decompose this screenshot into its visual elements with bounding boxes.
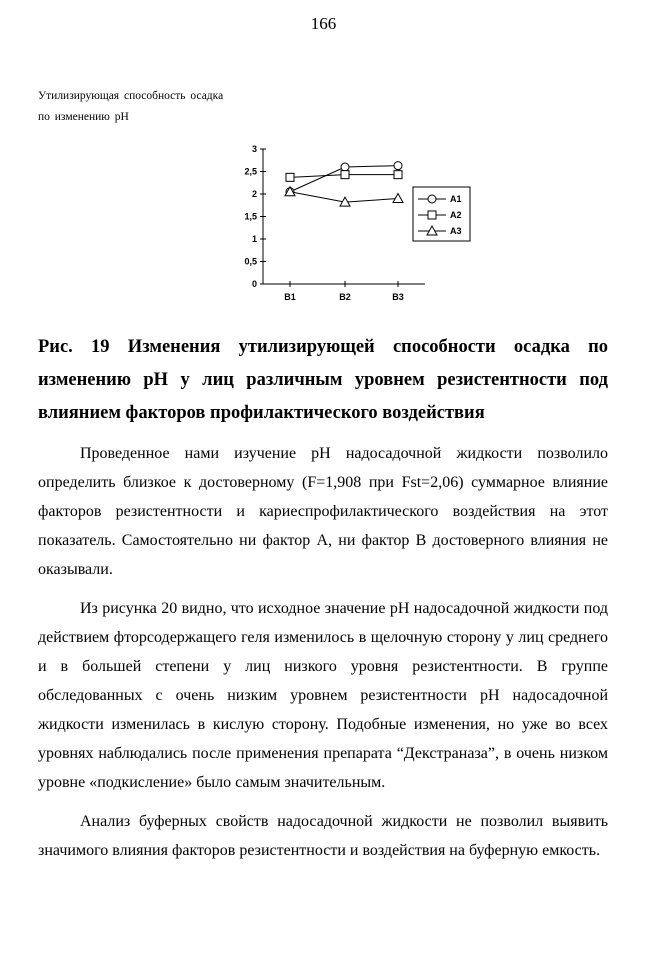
legend-label-a2: A2 (450, 210, 462, 220)
chart-title-line-2: по изменению рН (38, 111, 129, 123)
data-point-a2 (394, 171, 402, 179)
y-tick-label: 2 (251, 189, 257, 199)
legend-label-a1: A1 (450, 194, 462, 204)
chart-title (38, 86, 223, 128)
y-tick-label: 1,5 (244, 211, 257, 222)
y-tick-label: 3 (251, 144, 257, 154)
y-tick-label: 1 (251, 234, 257, 244)
x-tick-label: B3 (392, 292, 404, 302)
x-tick-label: B2 (339, 292, 351, 302)
y-tick-label: 2,5 (244, 166, 257, 177)
paragraph-3: Анализ буферных свойств надосадочной жидкости не позволил выявить значимого влияния факторов резистентности и воздействия на буферную емкость. (38, 813, 608, 859)
paragraph-1: Проведенное нами изучение рН надосадочной жидкости позволило определить близкое к достоверному (F=1,908 при Fst=2,06) суммарное влияние факторов резистентности и кариеспрофилактического воздействия на этот показатель. Самостоятельно ни фактор А, ни фактор В достоверного влияния не оказывали. (38, 445, 608, 578)
x-tick-label: B1 (284, 292, 296, 302)
paragraph-2: Из рисунка 20 видно, что исходное значение рН надосадочной жидкости под действием фторсодержащего геля изменилось в щелочную сторону у лиц среднего и в большей степени у лиц низкого уровня резистентности. В группе обследованных с очень низким уровнем резистентности рН надосадочной жидкости изменилась в кислую сторону. Подобные изменения, но уже во всех уровнях наблюдались после применения препарата “Декстраназа”, в очень низком уровне «подкисление» было самым значительным. (38, 600, 608, 791)
data-point-a3 (393, 194, 403, 203)
legend-label-a3: A3 (450, 226, 462, 236)
body-text (38, 439, 608, 875)
data-point-a2 (286, 173, 294, 181)
page-number: 166 (310, 14, 337, 33)
chart-title-line-1: Утилизирующая способность осадка (38, 90, 224, 102)
data-point-a1 (394, 162, 402, 170)
data-point-a1 (341, 163, 349, 171)
y-tick-label: 0,5 (244, 256, 257, 267)
legend-marker-a2 (428, 211, 436, 219)
data-point-a2 (341, 171, 349, 179)
legend-marker-a1 (428, 195, 436, 203)
figure-caption: Рис. 19 Изменения утилизирующей способности осадка по изменению рН у лиц различным уровнем резистентности под влиянием факторов профилактического воздействия (38, 337, 608, 423)
line-chart (0, 130, 647, 310)
y-tick-label: 0 (251, 279, 257, 289)
